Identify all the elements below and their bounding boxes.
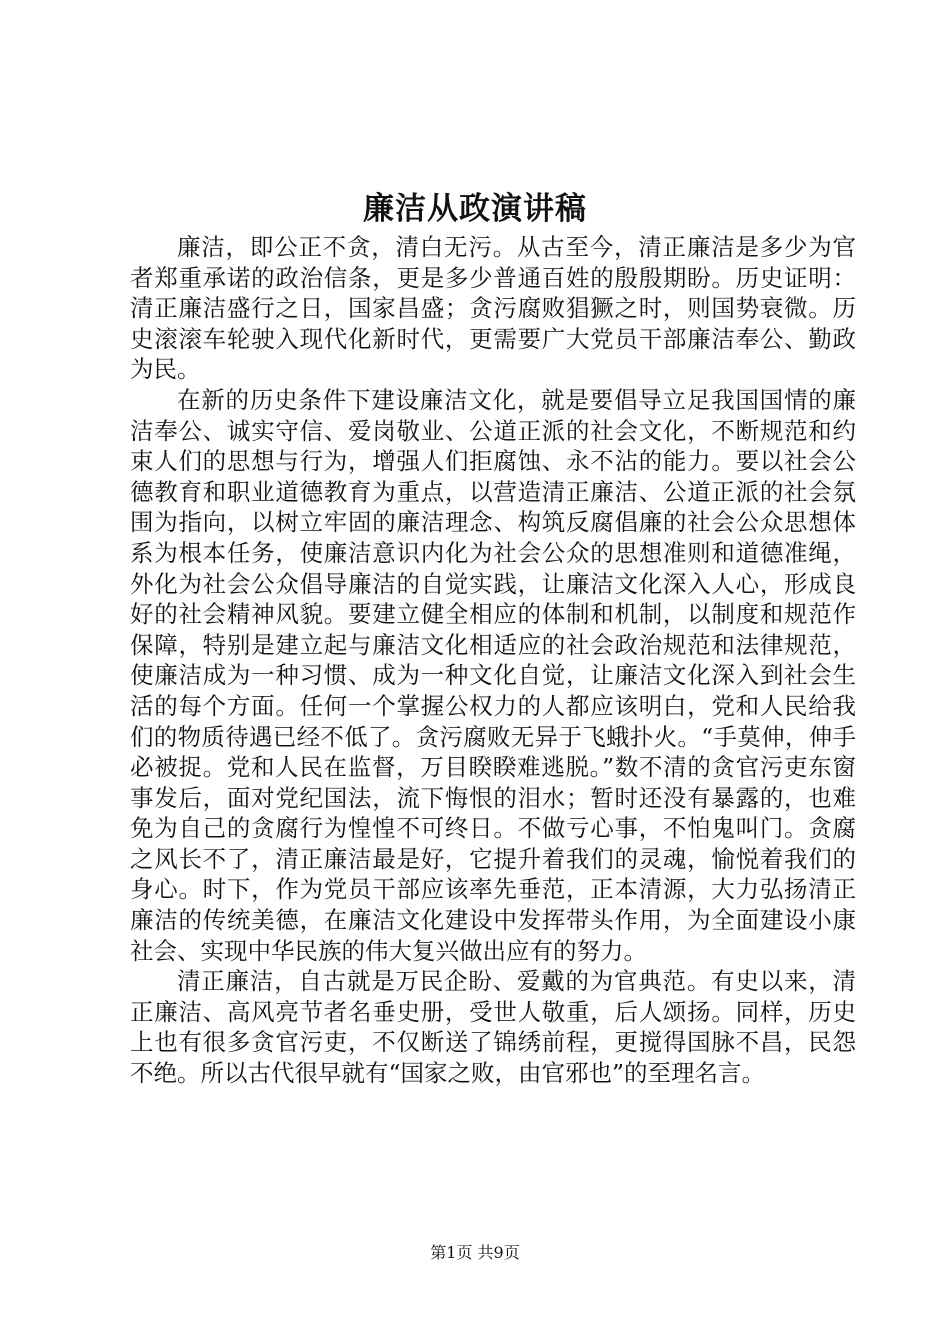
document-body <box>130 232 856 1089</box>
paragraph-1: 廉洁，即公正不贪，清白无污。从古至今，清正廉洁是多少为官者郑重承诺的政治信条，更是多少普通百姓的殷殷期盼。历史证明：清正廉洁盛行之日，国家昌盛；贪污腐败猖獗之时，则国势衰微。历史滚滚车轮驶入现代化新时代，更需要广大党员干部廉洁奉公、勤政为民。 <box>130 233 856 384</box>
document-title: 廉洁从政演讲稿 <box>363 191 587 227</box>
paragraph-2: 在新的历史条件下建设廉洁文化，就是要倡导立足我国国情的廉洁奉公、诚实守信、爱岗敬业、公道正派的社会文化，不断规范和约束人们的思想与行为，增强人们拒腐蚀、永不沾的能力。要以社会公德教育和职业道德教育为重点，以营造清正廉洁、公道正派的社会氛围为指向，以树立牢固的廉洁理念、构筑反腐倡廉的社会公众思想体系为根本任务，使廉洁意识内化为社会公众的思想准则和道德准绳，外化为社会公众倡导廉洁的自觉实践，让廉洁文化深入人心，形成良好的社会精神风貌。要建立健全相应的体制和机制，以制度和规范作保障，特别是建立起与廉洁文化相适应的社会政治规范和法律规范，使廉洁成为一种习惯、成为一种文化自觉，让廉洁文化深入到社会生活的每个方面。任何一个掌握公权力的人都应该明白，党和人民给我们的物质待遇已经不低了。贪污腐败无异于飞蛾扑火。“手莫伸，伸手必被捉。党和人民在监督，万目睽睽难逃脱。”数不清的贪官污吏东窗事发后，面对党纪国法，流下悔恨的泪水；暂时还没有暴露的，也难免为自己的贪腐行为惶惶不可终日。不做亏心事，不怕鬼叫门。贪腐之风长不了，清正廉洁最是好，它提升着我们的灵魂，愉悦着我们的身心。时下，作为党员干部应该率先垂范，正本清源，大力弘扬清正廉洁的传统美德，在廉洁文化建设中发挥带头作用，为全面建设小康社会、实现中华民族的伟大复兴做出应有的努力。 <box>130 385 856 965</box>
paragraph-3: 清正廉洁，自古就是万民企盼、爱戴的为官典范。有史以来，清正廉洁、高风亮节者名垂史册，受世人敬重，后人颂扬。同样，历史上也有很多贪官污吏，不仅断送了锦绣前程，更搅得国脉不昌，民怨不绝。所以古代很早就有“国家之败，由官邪也”的至理名言。 <box>130 967 856 1088</box>
page-number-footer: 第1页 共9页 <box>430 1243 520 1262</box>
